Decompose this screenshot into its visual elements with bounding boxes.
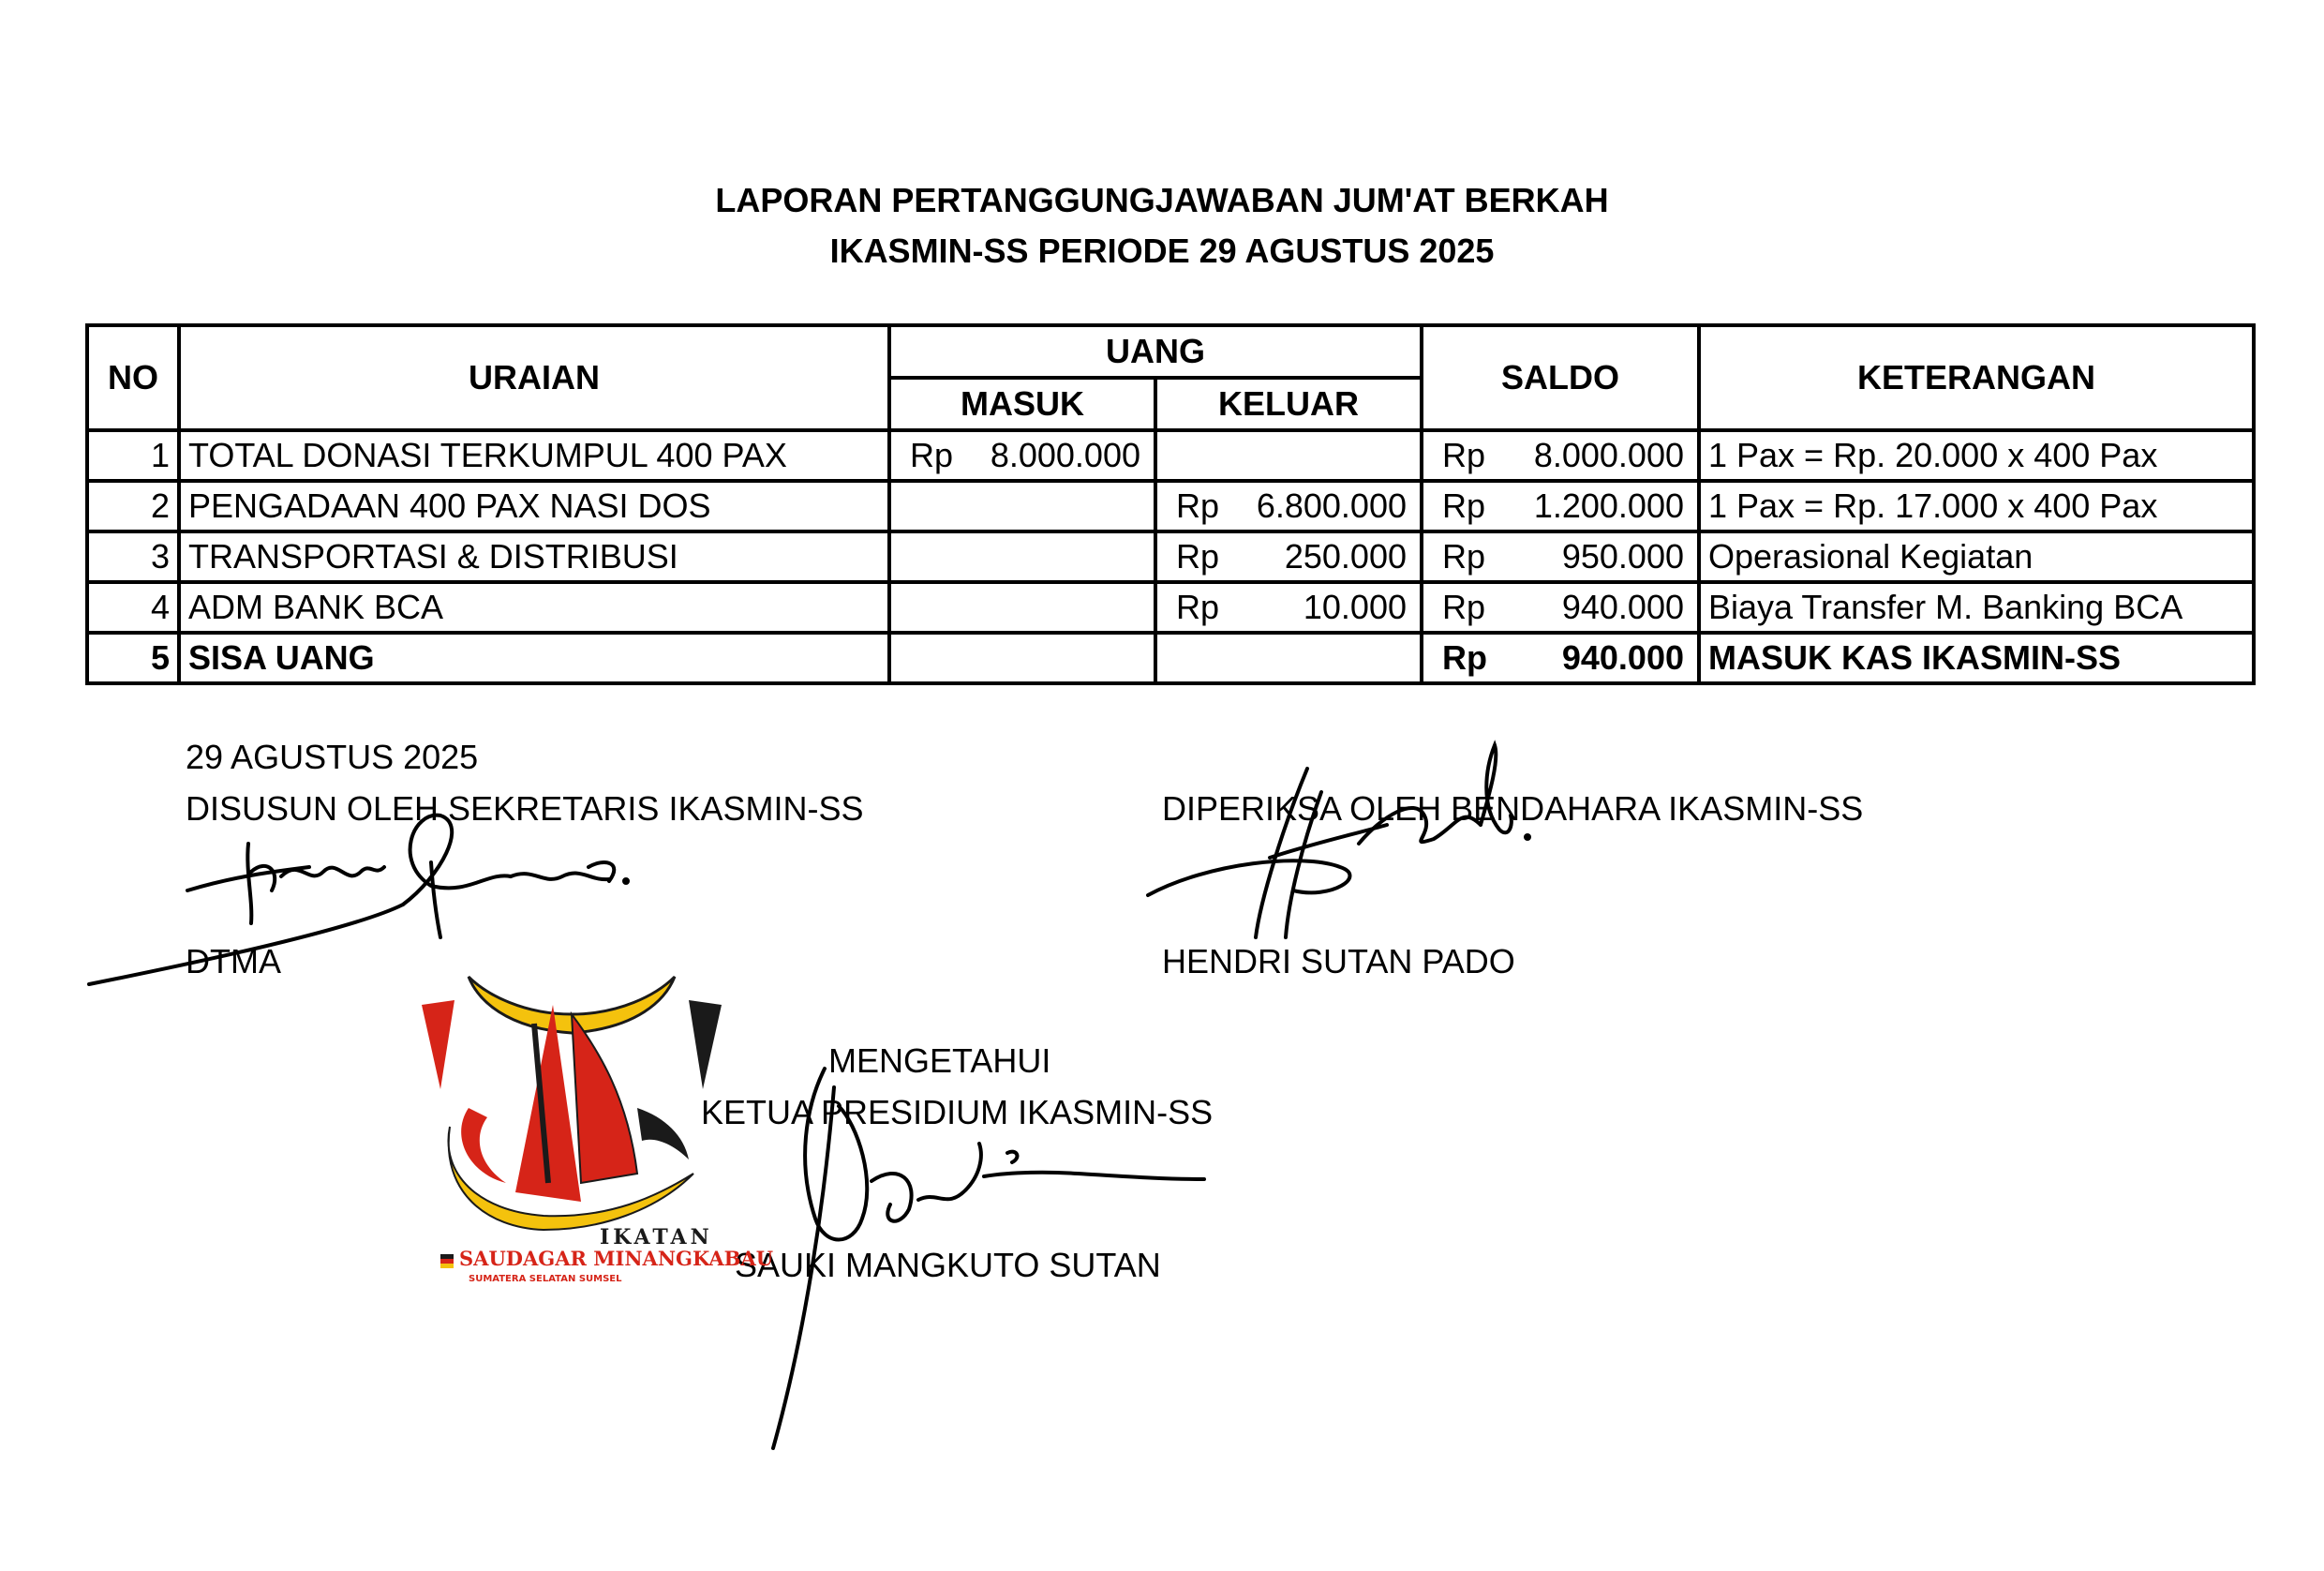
currency-label: Rp [1176,588,1220,626]
cell-keterangan: MASUK KAS IKASMIN-SS [1699,633,2254,683]
cell-uraian: ADM BANK BCA [179,582,889,633]
report-date: 29 AGUSTUS 2025 [186,738,479,776]
report-title-line-2: IKASMIN-SS PERIODE 29 AGUSTUS 2025 [829,232,1495,270]
cell-masuk-amount: 8.000.000 [990,436,1140,474]
header-saldo: SALDO [1422,325,1699,430]
logo-text-top: IKATAN [600,1225,713,1249]
cell-uraian: TRANSPORTASI & DISTRIBUSI [179,531,889,582]
header-uang: UANG [889,325,1422,378]
header-keterangan: KETERANGAN [1699,325,2254,430]
currency-label: Rp [1442,537,1486,576]
currency-label: Rp [1442,486,1486,525]
checked-by-label: DIPERIKSA OLEH BENDAHARA IKASMIN-SS [1162,789,1864,828]
prepared-by-label: DISUSUN OLEH SEKRETARIS IKASMIN-SS [186,789,864,828]
currency-label: Rp [1176,537,1220,576]
cell-no: 2 [87,481,179,531]
currency-label: Rp [1176,486,1220,525]
cell-keluar-amount: 10.000 [1303,588,1407,626]
cell-keterangan: Biaya Transfer M. Banking BCA [1699,582,2254,633]
acknowledged-role: KETUA PRESIDIUM IKASMIN-SS [701,1093,1214,1131]
logo-text-main: SAUDAGAR MINANGKABAU [459,1247,774,1270]
currency-label: Rp [1442,588,1486,626]
header-keluar: KELUAR [1155,378,1422,430]
cell-uraian: PENGADAAN 400 PAX NASI DOS [179,481,889,531]
cell-keterangan: 1 Pax = Rp. 17.000 x 400 Pax [1699,481,2254,531]
currency-label: Rp [1442,436,1486,474]
acknowledged-label: MENGETAHUI [828,1041,1051,1080]
checked-by-name: HENDRI SUTAN PADO [1162,942,1515,980]
cell-uraian: TOTAL DONASI TERKUMPUL 400 PAX [179,430,889,481]
header-masuk: MASUK [889,378,1155,430]
cell-keluar-amount: 250.000 [1284,537,1407,576]
cell-no: 3 [87,531,179,582]
cell-no: 5 [87,633,179,683]
cell-saldo-amount: 8.000.000 [1533,436,1684,474]
ikatan-saudagar-minangkabau-logo [412,958,774,1286]
cell-saldo-amount: 1.200.000 [1533,486,1684,525]
cell-uraian: SISA UANG [179,633,889,683]
cell-keluar-amount: 6.800.000 [1256,486,1407,525]
acknowledged-name: SAUKI MANGKUTO SUTAN [735,1246,1161,1284]
cell-saldo-amount: 940.000 [1561,588,1684,626]
cell-keterangan: Operasional Kegiatan [1699,531,2254,582]
header-no: NO [87,325,179,430]
logo-text-bottom: SUMATERA SELATAN SUMSEL [469,1274,622,1284]
prepared-by-name: DTMA [186,942,281,980]
cell-saldo-amount: 950.000 [1561,537,1684,576]
cell-no: 1 [87,430,179,481]
report-title-line-1: LAPORAN PERTANGGUNGJAWABAN JUM'AT BERKAH [715,181,1609,219]
cell-saldo-amount: 940.000 [1561,638,1684,677]
currency-label: Rp [1442,638,1487,677]
cell-no: 4 [87,582,179,633]
header-uraian: URAIAN [179,325,889,430]
currency-label: Rp [910,436,954,474]
cell-keterangan: 1 Pax = Rp. 20.000 x 400 Pax [1699,430,2254,481]
